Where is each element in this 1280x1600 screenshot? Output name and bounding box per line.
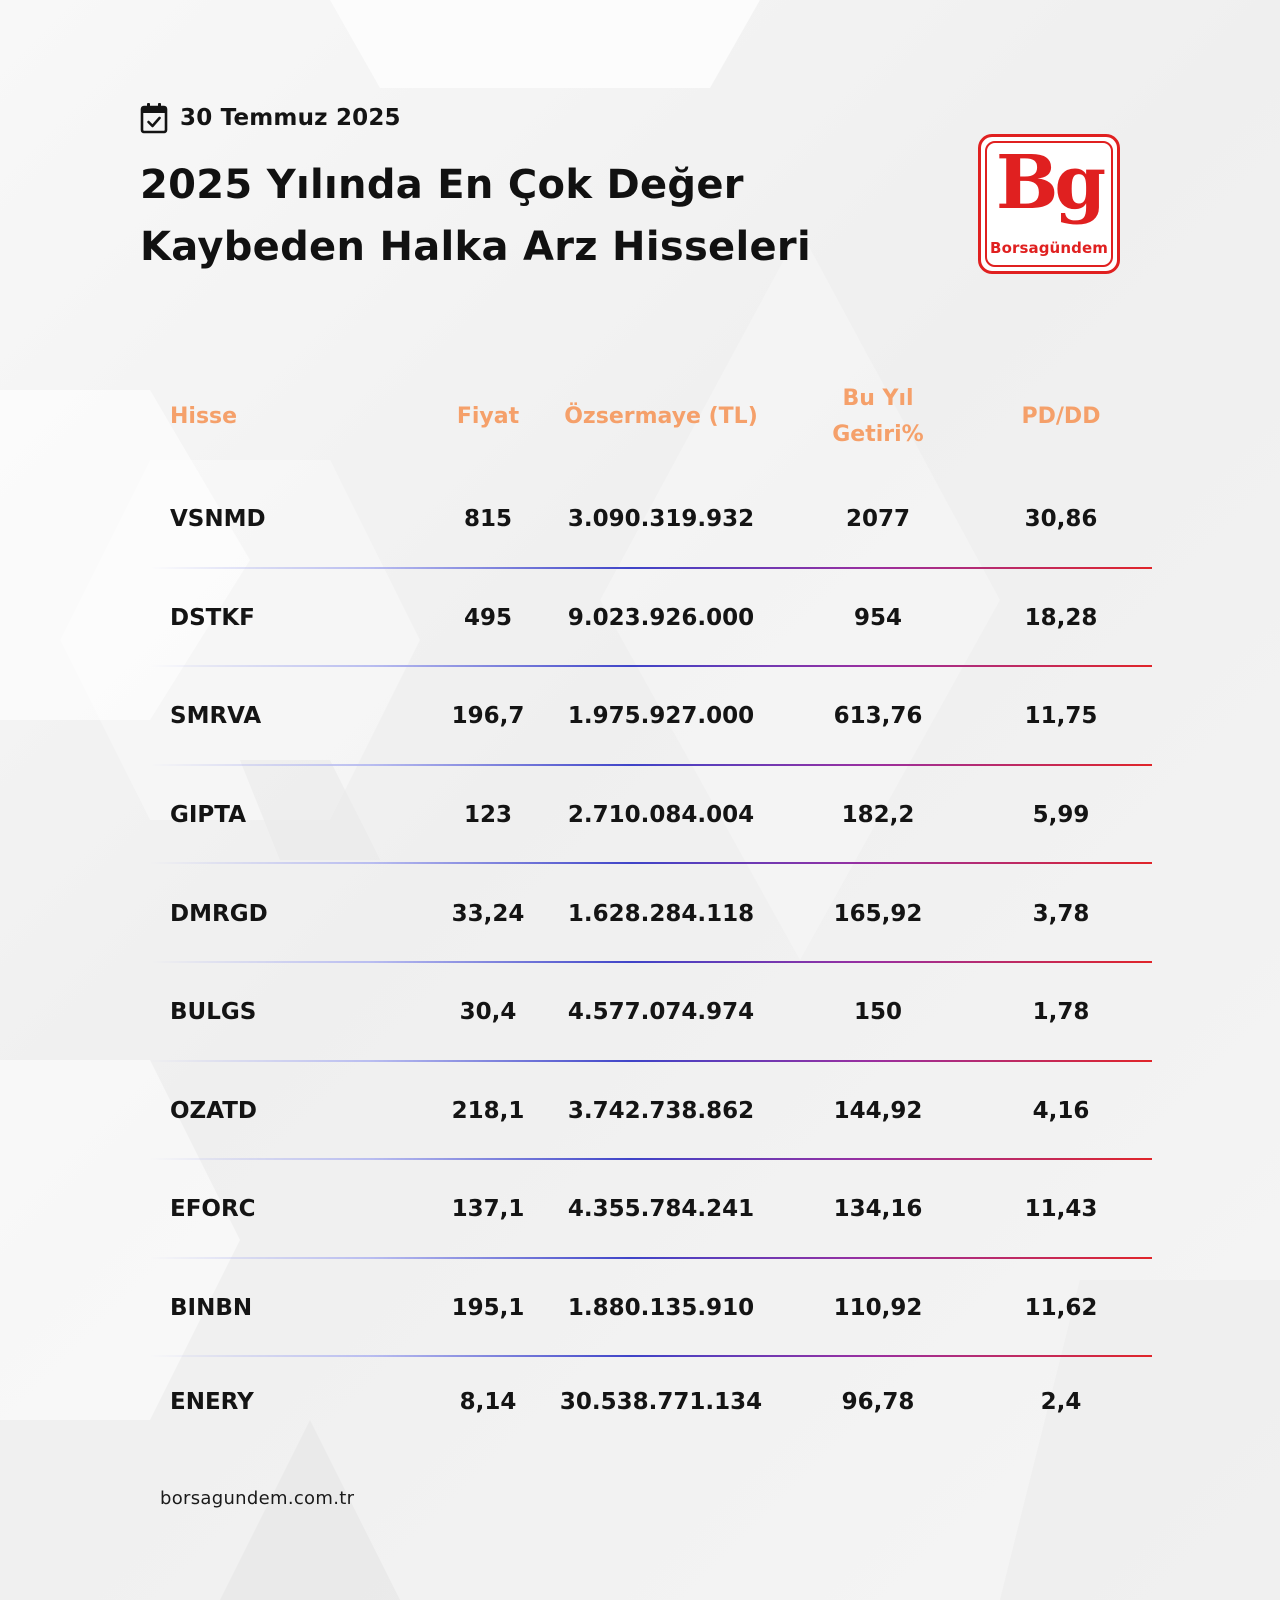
header-ozsermaye: Özsermaye (TL) bbox=[564, 404, 758, 429]
header bbox=[140, 100, 840, 278]
cell-ozsermaye: 1.975.927.000 bbox=[567, 703, 755, 730]
table-row bbox=[150, 963, 1152, 1062]
table-body bbox=[150, 470, 1152, 1447]
cell-getiri: 96,78 bbox=[841, 1389, 915, 1416]
cell-ozsermaye: 2.710.084.004 bbox=[567, 802, 755, 829]
cell-hisse: OZATD bbox=[170, 1097, 258, 1124]
cell-hisse: BINBN bbox=[170, 1295, 253, 1322]
header-hisse: Hisse bbox=[170, 404, 238, 429]
table-row bbox=[150, 864, 1152, 963]
cell-fiyat: 196,7 bbox=[451, 703, 525, 730]
cell-fiyat: 218,1 bbox=[451, 1097, 525, 1124]
cell-pd-dd: 18,28 bbox=[1024, 604, 1098, 631]
cell-getiri: 134,16 bbox=[833, 1196, 923, 1223]
cell-getiri: 182,2 bbox=[841, 802, 915, 829]
cell-getiri: 110,92 bbox=[833, 1295, 923, 1322]
cell-ozsermaye: 1.880.135.910 bbox=[567, 1295, 755, 1322]
cell-pd-dd: 4,16 bbox=[1032, 1097, 1090, 1124]
table-row bbox=[150, 766, 1152, 865]
cell-hisse: ENERY bbox=[170, 1389, 254, 1416]
table-row bbox=[150, 1160, 1152, 1259]
date-row bbox=[140, 100, 840, 136]
cell-hisse: SMRVA bbox=[170, 703, 262, 730]
table-row bbox=[150, 1062, 1152, 1161]
cell-ozsermaye: 3.742.738.862 bbox=[567, 1097, 755, 1124]
table-header bbox=[150, 374, 1152, 460]
cell-getiri: 144,92 bbox=[833, 1097, 923, 1124]
page-title: 2025 Yılında En Çok Değer Kaybeden Halka Arz Hisseleri bbox=[140, 162, 811, 270]
cell-ozsermaye: 4.577.074.974 bbox=[567, 999, 755, 1026]
cell-fiyat: 33,24 bbox=[451, 900, 525, 927]
table-row bbox=[150, 1357, 1152, 1447]
cell-getiri: 613,76 bbox=[833, 703, 923, 730]
date-label: 30 Temmuz 2025 bbox=[180, 105, 401, 131]
cell-pd-dd: 11,75 bbox=[1024, 703, 1098, 730]
cell-fiyat: 123 bbox=[463, 802, 512, 829]
header-fiyat: Fiyat bbox=[456, 404, 520, 429]
cell-fiyat: 495 bbox=[463, 604, 512, 631]
table-row bbox=[150, 1259, 1152, 1358]
cell-ozsermaye: 1.628.284.118 bbox=[567, 900, 755, 927]
header-pd-dd: PD/DD bbox=[1021, 404, 1101, 429]
cell-fiyat: 815 bbox=[463, 506, 512, 533]
table-row bbox=[150, 667, 1152, 766]
cell-hisse: BULGS bbox=[170, 999, 257, 1026]
cell-pd-dd: 30,86 bbox=[1024, 506, 1098, 533]
stocks-table bbox=[150, 374, 1152, 1447]
cell-ozsermaye: 30.538.771.134 bbox=[559, 1389, 763, 1416]
cell-pd-dd: 2,4 bbox=[1040, 1389, 1082, 1416]
footer-url: borsagundem.com.tr bbox=[160, 1488, 355, 1509]
cell-getiri: 150 bbox=[853, 999, 902, 1026]
cell-pd-dd: 11,62 bbox=[1024, 1295, 1098, 1322]
cell-fiyat: 8,14 bbox=[459, 1389, 517, 1416]
cell-getiri: 954 bbox=[853, 604, 902, 631]
cell-pd-dd: 3,78 bbox=[1032, 900, 1090, 927]
cell-fiyat: 30,4 bbox=[459, 999, 517, 1026]
table-row bbox=[150, 470, 1152, 569]
cell-hisse: DMRGD bbox=[170, 900, 268, 927]
logo-mark: Bg bbox=[995, 140, 1103, 226]
cell-getiri: 165,92 bbox=[833, 900, 923, 927]
cell-hisse: DSTKF bbox=[170, 604, 255, 631]
cell-ozsermaye: 9.023.926.000 bbox=[567, 604, 755, 631]
calendar-check-icon bbox=[140, 102, 168, 134]
table-row bbox=[150, 569, 1152, 668]
cell-hisse: GIPTA bbox=[170, 802, 246, 829]
cell-hisse: VSNMD bbox=[170, 506, 266, 533]
cell-fiyat: 195,1 bbox=[451, 1295, 525, 1322]
cell-fiyat: 137,1 bbox=[451, 1196, 525, 1223]
cell-pd-dd: 11,43 bbox=[1024, 1196, 1098, 1223]
logo-name: Borsagündem bbox=[990, 239, 1108, 257]
brand-logo bbox=[978, 134, 1120, 274]
header-getiri: Bu Yıl Getiri% bbox=[832, 386, 924, 447]
cell-ozsermaye: 4.355.784.241 bbox=[567, 1196, 755, 1223]
cell-pd-dd: 1,78 bbox=[1032, 999, 1090, 1026]
cell-pd-dd: 5,99 bbox=[1032, 802, 1090, 829]
cell-getiri: 2077 bbox=[845, 506, 910, 533]
cell-ozsermaye: 3.090.319.932 bbox=[567, 506, 755, 533]
cell-hisse: EFORC bbox=[170, 1196, 256, 1223]
